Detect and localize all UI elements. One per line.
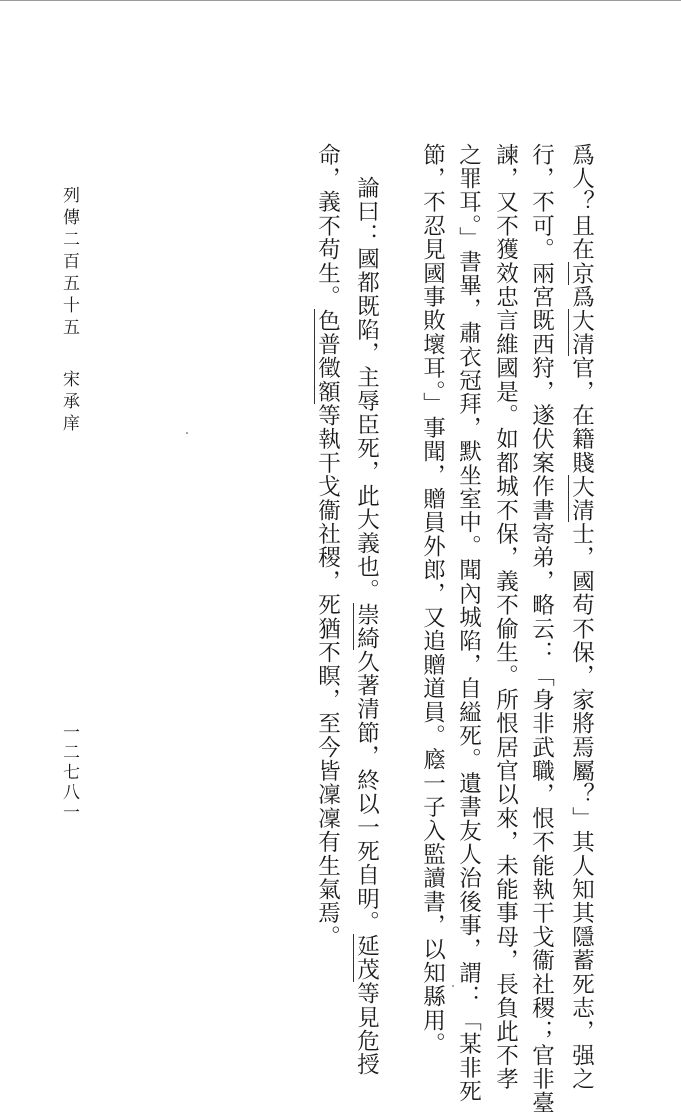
top-rule: [0, 0, 681, 1]
name-mark: 崇綺: [353, 602, 380, 651]
chapter-title: 列傳二百五十五: [59, 186, 79, 340]
name-mark: 色普徵額: [314, 308, 341, 404]
text-column: [355, 176, 378, 1077]
name-mark: 大清: [568, 474, 595, 523]
section-title: 宋承庠: [59, 370, 79, 436]
text-segment: 節，不忍見國事敗壞耳。」事聞，贈員外郎，又追贈道員。廕一子入監讀書，以知縣用。: [419, 143, 446, 1057]
text-segment: 久著清節，終以一死自明。: [353, 650, 380, 935]
text-segment: 行，不可。兩宮既西狩，遂伏案作書寄弟，略云：「身非武職，恨不能執干戈衞社稷；官非臺: [528, 143, 555, 1115]
text-column: [316, 143, 339, 949]
speckle: [452, 985, 454, 987]
text-segment: 官，在籍賤: [568, 356, 595, 475]
name-mark: 延茂: [353, 934, 380, 982]
text-segment: 諫，又不獲效忠言維國是。如都城不保，義不偷生。所恨居官以來，未能事母，長負此不孝: [492, 143, 519, 1091]
name-mark: 京: [568, 261, 595, 286]
text-segment: 爲人？且在: [568, 143, 595, 262]
text-column: [494, 143, 517, 1091]
text-segment: 之罪耳。」書畢，肅衣冠拜，默坐室中。聞內城陷，自縊死。遺書友人治後事，謂：「某非死: [455, 143, 482, 1104]
text-segment: 士，國苟不保，家將焉屬？」其人知其隱蓄死志，强之: [568, 522, 595, 1092]
text-column: [457, 143, 480, 1103]
text-segment: 爲: [568, 285, 595, 309]
text-segment: 命，義不苟生。: [314, 143, 341, 309]
text-column: [421, 143, 444, 1056]
text-segment: 等見危授: [353, 981, 380, 1077]
name-mark: 大清: [568, 308, 595, 357]
text-column: [570, 143, 593, 1091]
speckle: [186, 432, 188, 434]
page-number: 一二七八一: [59, 723, 79, 823]
text-segment: 等執干戈衞社稷，死猶不瞑，至今皆凜凜有生氣焉。: [314, 403, 341, 949]
text-column: [530, 143, 553, 1115]
text-segment: 論曰：國都既陷，主辱臣死，此大義也。: [353, 176, 380, 603]
